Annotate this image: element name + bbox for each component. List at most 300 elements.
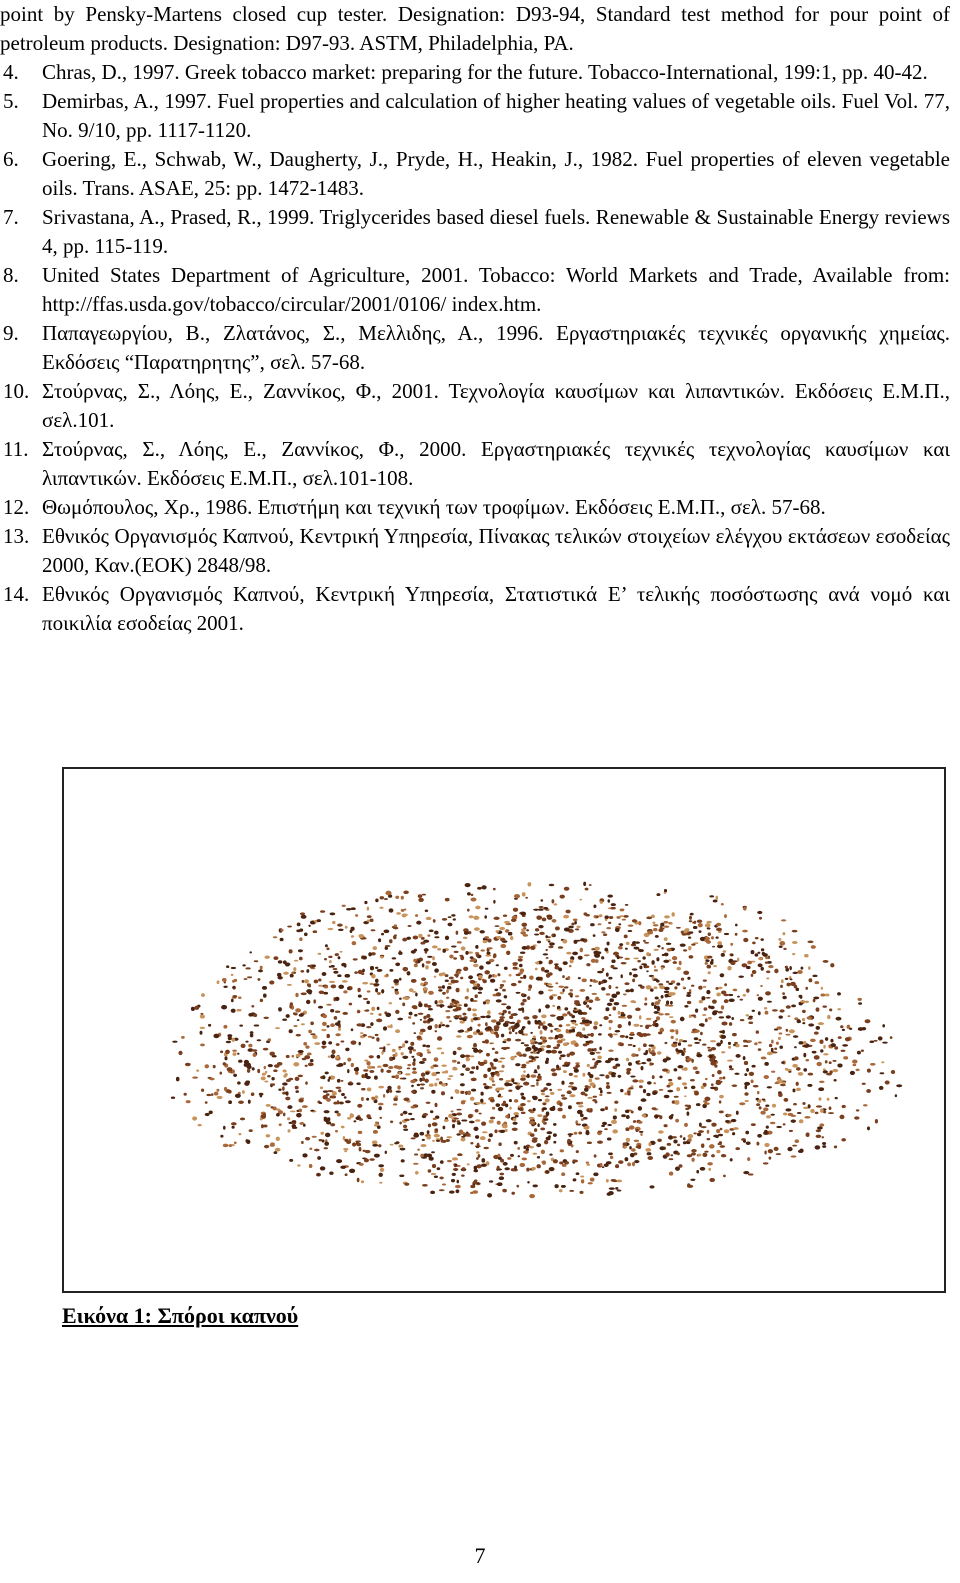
seed-grain xyxy=(479,1049,481,1053)
seed-grain xyxy=(483,1001,486,1004)
seed-grain xyxy=(880,1072,885,1074)
seed-grain xyxy=(566,1029,569,1033)
seed-grain xyxy=(617,955,620,959)
seed-grain xyxy=(633,1045,636,1047)
seed-grain xyxy=(721,1154,726,1157)
seed-grain xyxy=(548,946,553,949)
seed-grain xyxy=(664,1124,668,1127)
seed-grain xyxy=(679,961,682,965)
seed-grain xyxy=(757,1134,762,1138)
seed-grain xyxy=(431,1173,436,1175)
seed-grain xyxy=(723,1076,726,1079)
seed-grain xyxy=(595,959,599,963)
seed-grain xyxy=(664,987,670,990)
seed-grain xyxy=(791,1005,796,1008)
seed-grain xyxy=(538,1042,543,1044)
seed-grain xyxy=(615,1187,618,1190)
seed-grain xyxy=(369,1158,374,1161)
reference-number: 14. xyxy=(3,582,30,606)
seed-grain xyxy=(521,1002,525,1005)
seed-grain xyxy=(562,975,565,978)
seed-grain xyxy=(442,918,447,921)
seed-grain xyxy=(582,1073,585,1077)
seed-grain xyxy=(395,1075,399,1079)
seed-grain xyxy=(538,1074,541,1076)
seed-grain xyxy=(622,919,626,921)
seed-grain xyxy=(629,1125,634,1129)
seed-grain xyxy=(797,970,802,974)
seed-grain xyxy=(580,1022,586,1024)
seed-grain xyxy=(467,1008,471,1012)
seed-grain xyxy=(827,1098,830,1101)
seed-grain xyxy=(654,1011,659,1014)
seed-grain xyxy=(802,1102,805,1105)
seed-grain xyxy=(765,991,771,995)
page-number: 7 xyxy=(474,1543,486,1568)
seed-grain xyxy=(537,1164,541,1168)
seed-grain xyxy=(632,1162,635,1166)
seed-grain xyxy=(816,1105,822,1107)
seed-grain xyxy=(804,1116,810,1118)
seed-grain xyxy=(726,1015,731,1018)
seed-grain xyxy=(534,1071,538,1073)
seed-grain xyxy=(719,1100,722,1103)
seed-grain xyxy=(735,933,738,936)
seed-grain xyxy=(515,1115,519,1117)
seed-grain xyxy=(733,1127,739,1130)
seed-grain xyxy=(756,1103,760,1106)
seed-grain xyxy=(780,985,783,988)
seed-grain xyxy=(527,1145,529,1147)
seed-grain xyxy=(735,1073,740,1075)
seed-grain xyxy=(495,925,500,927)
seed-grain xyxy=(232,1050,237,1052)
seed-grain xyxy=(837,1064,842,1068)
seed-grain xyxy=(650,1185,655,1188)
seed-grain xyxy=(308,1063,314,1067)
seed-grain xyxy=(498,1061,503,1063)
reference-item xyxy=(0,58,950,87)
seed-grain xyxy=(392,1049,396,1052)
seed-grain xyxy=(643,1053,647,1056)
seed-grain xyxy=(373,946,377,950)
seed-grain xyxy=(509,974,512,977)
seed-grain xyxy=(638,1106,642,1110)
seed-grain xyxy=(465,1091,468,1095)
seed-grain xyxy=(829,1009,832,1012)
seed-grain xyxy=(499,1070,504,1072)
seed-grain xyxy=(419,1061,425,1064)
seed-grain xyxy=(734,1042,738,1044)
seed-grain xyxy=(263,1125,267,1128)
seed-grain xyxy=(583,1117,588,1120)
seed-grain xyxy=(636,1054,639,1057)
seed-grain xyxy=(620,1035,625,1038)
seed-grain xyxy=(216,1089,219,1092)
seed-grain xyxy=(634,1140,639,1142)
seed-grain xyxy=(761,938,764,940)
seed-grain xyxy=(566,910,571,914)
seed-grain xyxy=(560,1149,564,1152)
seed-grain xyxy=(469,1071,474,1074)
seed-grain xyxy=(384,930,390,934)
seed-grain xyxy=(500,938,505,942)
seed-grain xyxy=(718,987,722,989)
seed-grain xyxy=(573,1160,578,1163)
seed-grain xyxy=(269,981,274,985)
reference-item xyxy=(0,319,950,377)
seed-grain xyxy=(673,1042,678,1044)
seed-grain xyxy=(520,1163,526,1167)
seed-grain xyxy=(758,997,763,1001)
seed-grain xyxy=(576,926,580,928)
seed-grain xyxy=(549,942,555,945)
seed-grain xyxy=(671,992,676,995)
seed-grain xyxy=(452,1060,457,1063)
seed-grain xyxy=(366,1076,371,1079)
seed-grain xyxy=(828,1112,834,1114)
seed-grain xyxy=(465,1055,470,1058)
seed-grain xyxy=(707,1130,709,1134)
seed-grain xyxy=(652,1091,657,1095)
seed-grain xyxy=(270,1052,275,1056)
seed-grain xyxy=(774,969,778,973)
seed-grain xyxy=(736,1054,741,1058)
seed-grain xyxy=(244,1060,249,1064)
seed-grain xyxy=(395,989,399,991)
seed-grain xyxy=(301,1141,304,1144)
seed-grain xyxy=(678,1077,682,1080)
seed-grain xyxy=(616,916,620,919)
seed-grain xyxy=(530,1039,535,1042)
seed-grain xyxy=(496,964,499,966)
seed-grain xyxy=(458,1030,463,1033)
seed-grain xyxy=(732,1033,737,1036)
seed-grain xyxy=(395,991,399,995)
seed-grain xyxy=(779,1016,783,1019)
seed-grain xyxy=(449,1075,454,1077)
seed-grain xyxy=(434,1176,438,1178)
seed-grain xyxy=(392,1057,395,1060)
reference-item xyxy=(0,0,950,58)
seed-grain xyxy=(415,914,418,917)
seed-grain xyxy=(377,1126,381,1129)
seed-grain xyxy=(748,1174,754,1176)
seed-grain xyxy=(395,963,400,967)
seed-grain xyxy=(576,1150,579,1153)
seed-grain xyxy=(375,899,378,903)
seed-grain xyxy=(375,979,378,983)
seed-grain xyxy=(562,939,567,943)
seed-grain xyxy=(252,1067,255,1070)
seed-grain xyxy=(426,1045,430,1048)
seed-grain xyxy=(294,960,298,962)
seed-grain xyxy=(712,1000,717,1004)
seed-grain xyxy=(534,1056,539,1058)
seed-grain xyxy=(534,1128,537,1132)
seed-grain xyxy=(658,1013,664,1015)
seed-grain xyxy=(815,1112,819,1114)
seed-grain xyxy=(430,1110,433,1113)
seed-grain xyxy=(816,1026,820,1030)
seed-grain xyxy=(581,1179,584,1183)
seed-grain xyxy=(746,989,749,993)
seed-grain xyxy=(481,1122,486,1126)
seed-grain xyxy=(287,1117,290,1120)
seed-grain xyxy=(356,1143,361,1147)
seed-grain xyxy=(713,1135,718,1138)
seed-grain xyxy=(537,1123,539,1127)
seed-grain xyxy=(185,1063,191,1066)
seed-grain xyxy=(274,1151,278,1154)
reference-text: Εθνικός Οργανισμός Καπνού, Κεντρική Υπηρεσία, Στατιστικά Ε’ τελικής ποσόστωσης ανά νομό και ποικιλία εσοδείας 2001. xyxy=(42,582,950,635)
seed-grain xyxy=(789,966,791,970)
seed-grain xyxy=(732,1085,737,1087)
seed-grain xyxy=(591,948,595,950)
seed-grain xyxy=(720,1145,725,1148)
seed-grain xyxy=(484,915,487,918)
seed-grain xyxy=(354,1120,357,1122)
seed-grain xyxy=(707,956,712,959)
seed-grain xyxy=(519,1107,523,1111)
seed-grain xyxy=(710,1006,715,1010)
seed-grain xyxy=(646,970,649,972)
seed-grain xyxy=(538,1099,542,1101)
seed-grain xyxy=(638,985,642,987)
seed-grain xyxy=(690,1079,695,1081)
seed-grain xyxy=(463,1013,467,1016)
seed-grain xyxy=(312,1035,317,1039)
seed-grain xyxy=(647,1058,652,1061)
seed-grain xyxy=(391,987,394,989)
seed-grain xyxy=(186,1100,191,1103)
seed-grain xyxy=(427,1130,430,1134)
seed-grain xyxy=(663,960,669,963)
seed-grain xyxy=(681,931,684,934)
seed-grain xyxy=(500,984,504,987)
seed-grain xyxy=(682,1082,687,1085)
seed-grain xyxy=(520,931,526,935)
seed-grain xyxy=(618,946,622,949)
seed-grain xyxy=(706,1119,712,1122)
seed-grain xyxy=(767,1052,773,1056)
seed-grain xyxy=(789,1029,795,1033)
seed-grain xyxy=(359,934,364,938)
seed-grain xyxy=(351,935,354,937)
seed-grain xyxy=(819,1097,822,1100)
seed-grain xyxy=(248,1044,252,1048)
seed-grain xyxy=(590,923,595,926)
seed-grain xyxy=(780,1009,785,1012)
seed-grain xyxy=(597,971,603,974)
seed-grain xyxy=(327,948,330,951)
seed-grain xyxy=(172,1041,177,1043)
seed-grain xyxy=(423,1113,428,1116)
seed-grain xyxy=(813,975,818,977)
seed-grain xyxy=(694,921,697,924)
seed-grain xyxy=(665,1042,668,1044)
seed-grain xyxy=(492,1107,495,1110)
seed-grain xyxy=(641,963,647,965)
seed-grain xyxy=(689,916,692,920)
seed-grain xyxy=(774,1048,777,1050)
seed-grain xyxy=(799,1149,803,1153)
seed-grain xyxy=(557,996,561,1000)
seed-grain xyxy=(769,1044,772,1047)
seed-grain xyxy=(574,1001,580,1005)
seed-grain xyxy=(426,1102,431,1104)
seed-grain xyxy=(687,1001,691,1004)
seed-grain xyxy=(375,1034,379,1036)
seed-grain xyxy=(312,1136,317,1138)
seed-grain xyxy=(340,1102,343,1104)
seed-grain xyxy=(499,1087,504,1090)
seed-grain xyxy=(580,948,583,952)
seed-grain xyxy=(625,989,630,992)
seed-grain xyxy=(412,1062,415,1066)
seed-grain xyxy=(359,1118,363,1121)
seed-grain xyxy=(639,966,642,970)
seed-grain xyxy=(471,1078,477,1081)
seed-grain xyxy=(466,1057,471,1061)
seed-grain xyxy=(562,989,564,992)
seed-grain xyxy=(559,1102,562,1106)
seed-grain xyxy=(587,1097,592,1099)
seed-grain xyxy=(484,1086,489,1090)
seed-grain xyxy=(706,990,710,994)
seed-grain xyxy=(862,1083,866,1085)
reference-item xyxy=(0,261,950,319)
seed-grain xyxy=(761,948,764,951)
seed-grain xyxy=(347,987,350,990)
seed-grain xyxy=(289,1005,291,1009)
seed-grain xyxy=(445,1010,450,1012)
seed-grain xyxy=(657,893,661,896)
seed-grain xyxy=(652,976,655,980)
seed-grain xyxy=(233,1074,237,1077)
seed-grain xyxy=(413,1058,415,1062)
seed-grain xyxy=(496,930,499,932)
seed-grain xyxy=(295,993,298,997)
seed-grain xyxy=(433,1118,437,1120)
seed-grain xyxy=(514,1166,517,1170)
seed-grain xyxy=(767,1086,772,1088)
seed-grain xyxy=(791,1120,796,1123)
seed-grain xyxy=(787,983,791,987)
seed-grain xyxy=(553,1123,556,1126)
seed-grain xyxy=(779,1046,783,1049)
seed-grain xyxy=(462,1064,466,1068)
seed-grain xyxy=(529,1121,535,1125)
seed-grain xyxy=(250,1031,254,1034)
seed-grain xyxy=(359,1042,361,1046)
seed-grain xyxy=(467,1091,471,1095)
seed-grain xyxy=(548,1023,553,1026)
seed-grain xyxy=(421,1157,427,1159)
seed-grain xyxy=(340,1166,346,1169)
seed-grain xyxy=(483,1074,487,1078)
seed-grain xyxy=(509,1107,512,1110)
seed-grain xyxy=(666,981,669,983)
seed-grain xyxy=(526,929,529,931)
seed-grain xyxy=(536,961,539,964)
seed-grain xyxy=(395,1010,399,1014)
seed-grain xyxy=(589,1079,593,1082)
seed-grain xyxy=(441,1065,447,1067)
seed-grain xyxy=(796,988,799,991)
seed-grain xyxy=(368,1036,373,1038)
seed-grain xyxy=(537,1114,542,1117)
seed-grain xyxy=(592,993,597,995)
seed-grain xyxy=(818,1087,824,1091)
seed-grain xyxy=(702,1014,706,1016)
seed-grain xyxy=(375,988,378,992)
seed-grain xyxy=(231,1070,234,1074)
seed-grain xyxy=(393,1097,397,1101)
seed-grain xyxy=(585,1041,590,1043)
seed-grain xyxy=(453,1051,457,1055)
seed-grain xyxy=(628,925,633,927)
seed-grain xyxy=(457,971,460,974)
seed-grain xyxy=(539,932,545,935)
seed-grain xyxy=(503,915,507,917)
seed-grain xyxy=(340,951,343,953)
seed-grain xyxy=(593,951,599,955)
seed-grain xyxy=(492,1080,495,1082)
seed-grain xyxy=(465,951,468,955)
seed-grain xyxy=(423,1044,426,1047)
seed-grain xyxy=(276,1113,280,1116)
seed-grain xyxy=(431,1151,435,1153)
seed-grain xyxy=(663,921,668,924)
seed-grain xyxy=(620,1089,623,1092)
seed-grain xyxy=(425,910,428,913)
seed-grain xyxy=(861,1050,864,1052)
seed-grain xyxy=(483,940,488,943)
seed-grain xyxy=(360,1032,364,1034)
seed-grain xyxy=(798,1072,803,1076)
seed-grain xyxy=(771,1040,773,1044)
seed-grain xyxy=(463,967,468,971)
seed-grain xyxy=(329,1077,331,1080)
seed-grain xyxy=(499,1078,503,1080)
seed-grain xyxy=(379,1173,383,1177)
seed-grain xyxy=(409,1050,412,1054)
seed-grain xyxy=(497,973,500,976)
seed-grain xyxy=(687,1112,690,1116)
seed-grain xyxy=(532,1139,538,1143)
seed-grain xyxy=(222,978,227,982)
seed-grain xyxy=(427,1136,431,1140)
seed-grain xyxy=(560,1054,566,1057)
seed-grain xyxy=(802,1022,805,1024)
seed-grain xyxy=(578,1105,583,1107)
seed-grain xyxy=(792,1145,797,1147)
seed-grain xyxy=(253,1014,257,1018)
seed-grain xyxy=(299,1109,302,1113)
seed-grain xyxy=(704,1103,710,1105)
seed-grain xyxy=(472,1009,477,1012)
seed-grain xyxy=(292,1125,296,1128)
seed-grain xyxy=(453,918,456,920)
seed-grain xyxy=(751,1080,754,1084)
seed-grain xyxy=(302,1153,307,1157)
seed-grain xyxy=(301,1023,305,1025)
seed-grain xyxy=(378,938,381,942)
seed-grain xyxy=(723,950,726,953)
seed-grain xyxy=(589,884,592,886)
seed-grain xyxy=(270,1143,274,1145)
